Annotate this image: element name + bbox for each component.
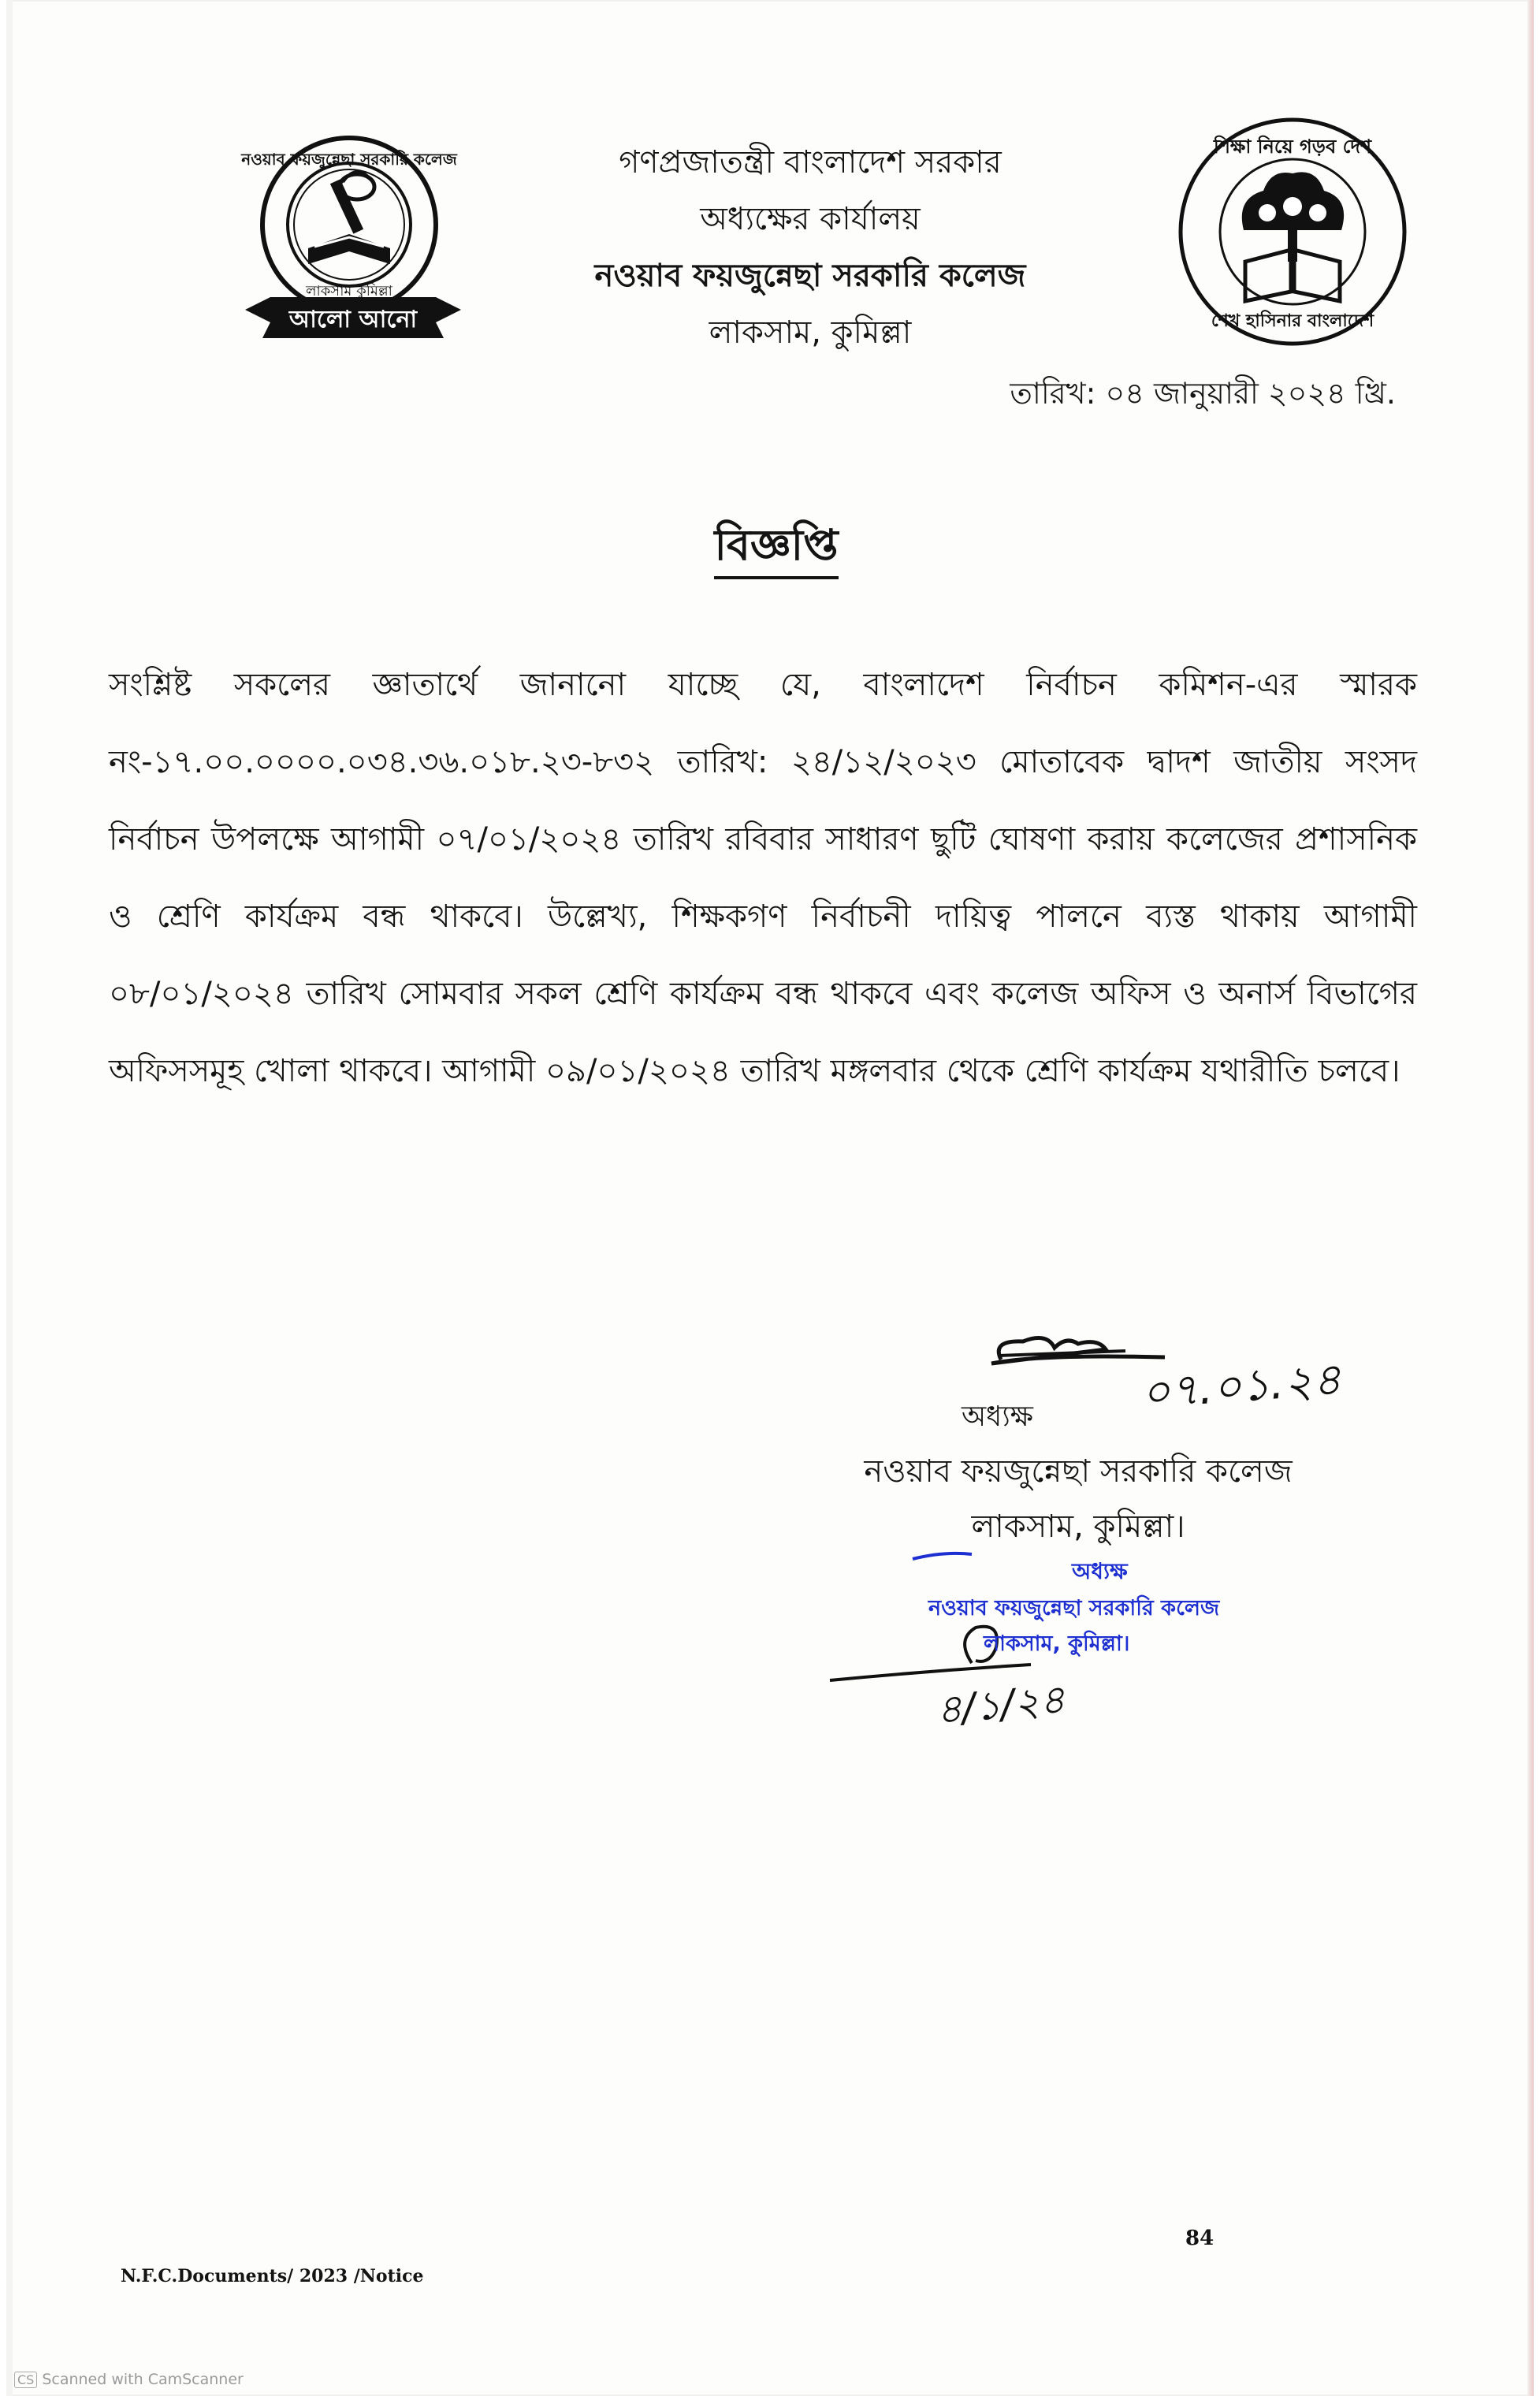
scanner-text: Scanned with CamScanner <box>42 2371 244 2388</box>
notice-date: তারিখ: ০৪ জানুয়ারী ২০২৪ খ্রি. <box>1010 376 1396 411</box>
page-number: 84 <box>1185 2227 1215 2250</box>
seal-handwritten-date: ৪/১/২৪ <box>934 1676 1067 1733</box>
seal-signature <box>830 1665 1031 1680</box>
letterhead <box>448 134 1173 361</box>
signatory-location: লাকসাম, কুমিল্লা। <box>971 1509 1185 1545</box>
college-location: লাকসাম, কুমিল্লা <box>709 314 912 351</box>
notice-title-text: বিজ্ঞপ্তি <box>714 520 838 579</box>
college-name: নওয়াব ফয়জুন্নেছা সরকারি কলেজ <box>594 258 1026 294</box>
scanner-watermark <box>14 2371 244 2388</box>
principal-signature <box>991 1338 1165 1364</box>
emblem-bottom-text: শেখ হাসিনার বাংলাদেশ <box>1211 311 1374 331</box>
education-emblem <box>1173 112 1413 352</box>
notice-body: সংশ্লিষ্ট সকলের জ্ঞাতার্থে জানানো যাচ্ছে যে, বাংলাদেশ নির্বাচন কমিশন-এর স্মারক নং-১৭.০০.০০০০.০৩৪.৩৬.০১৮.২৩-৮৩২ তারিখ: ২৪/১২/২০২৩ মোতাবেক দ্বাদশ জাতীয় সংসদ নির্বাচন উপলক্ষে আগামী ০৭/০১/২০২৪ তারিখ রবিবার সাধারণ ছুটি ঘোষণা করায় কলেজের প্রশাসনিক ও শ্রেণি কার্যক্রম বন্ধ থাকবে। উল্লেখ্য, শিক্ষকগণ নির্বাচনী দায়িত্ব পালনে ব্যস্ত থাকায় আগামী ০৮/০১/২০২৪ তারিখ সোমবার সকল শ্রেণি কার্যক্রম বন্ধ থাকবে এবং কলেজ অফিস ও অনার্স বিভাগের অফিসসমূহ খোলা থাকবে। আগামী ০৯/০১/২০২৪ তারিখ মঙ্গলবার থেকে শ্রেণি কার্যক্রম যথারীতি চলবে। <box>109 667 1417 1089</box>
signatory-title: অধ্যক্ষ <box>962 1401 1033 1433</box>
seal-title: অধ্যক্ষ <box>1072 1558 1128 1584</box>
document-reference: N.F.C.Documents/ 2023 /Notice <box>121 2266 424 2286</box>
college-logo-emblem <box>239 130 467 359</box>
seal-location: লাকসাম, কুমিল্লা। <box>984 1631 1130 1656</box>
document-page <box>6 0 1534 2396</box>
scanner-badge: CS <box>14 2372 37 2388</box>
logo-bottom-text: লাকসাম কুমিল্লা <box>306 283 392 300</box>
logo-ribbon-text: আলো আনো <box>288 306 418 333</box>
seal-college: নওয়াব ফয়জুন্নেছা সরকারি কলেজ <box>928 1596 1220 1620</box>
office-name: অধ্যক্ষের কার্যালয় <box>700 201 921 237</box>
scan-left-edge <box>6 0 13 2396</box>
emblem-top-text: শিক্ষা নিয়ে গড়ব দেশ <box>1213 136 1372 158</box>
notice-title <box>6 512 1540 583</box>
scan-right-edge <box>1527 0 1534 2396</box>
logo-ring-text: নওয়াব ফয়জুন্নেছা সরকারি কলেজ <box>241 150 457 169</box>
government-name: গণপ্রজাতন্ত্রী বাংলাদেশ সরকার <box>619 144 1002 180</box>
signature-handwritten-date: ০৭.০১.২৪ <box>1139 1353 1343 1419</box>
signatory-college: নওয়াব ফয়জুন্নেছা সরকারি কলেজ <box>864 1453 1293 1490</box>
